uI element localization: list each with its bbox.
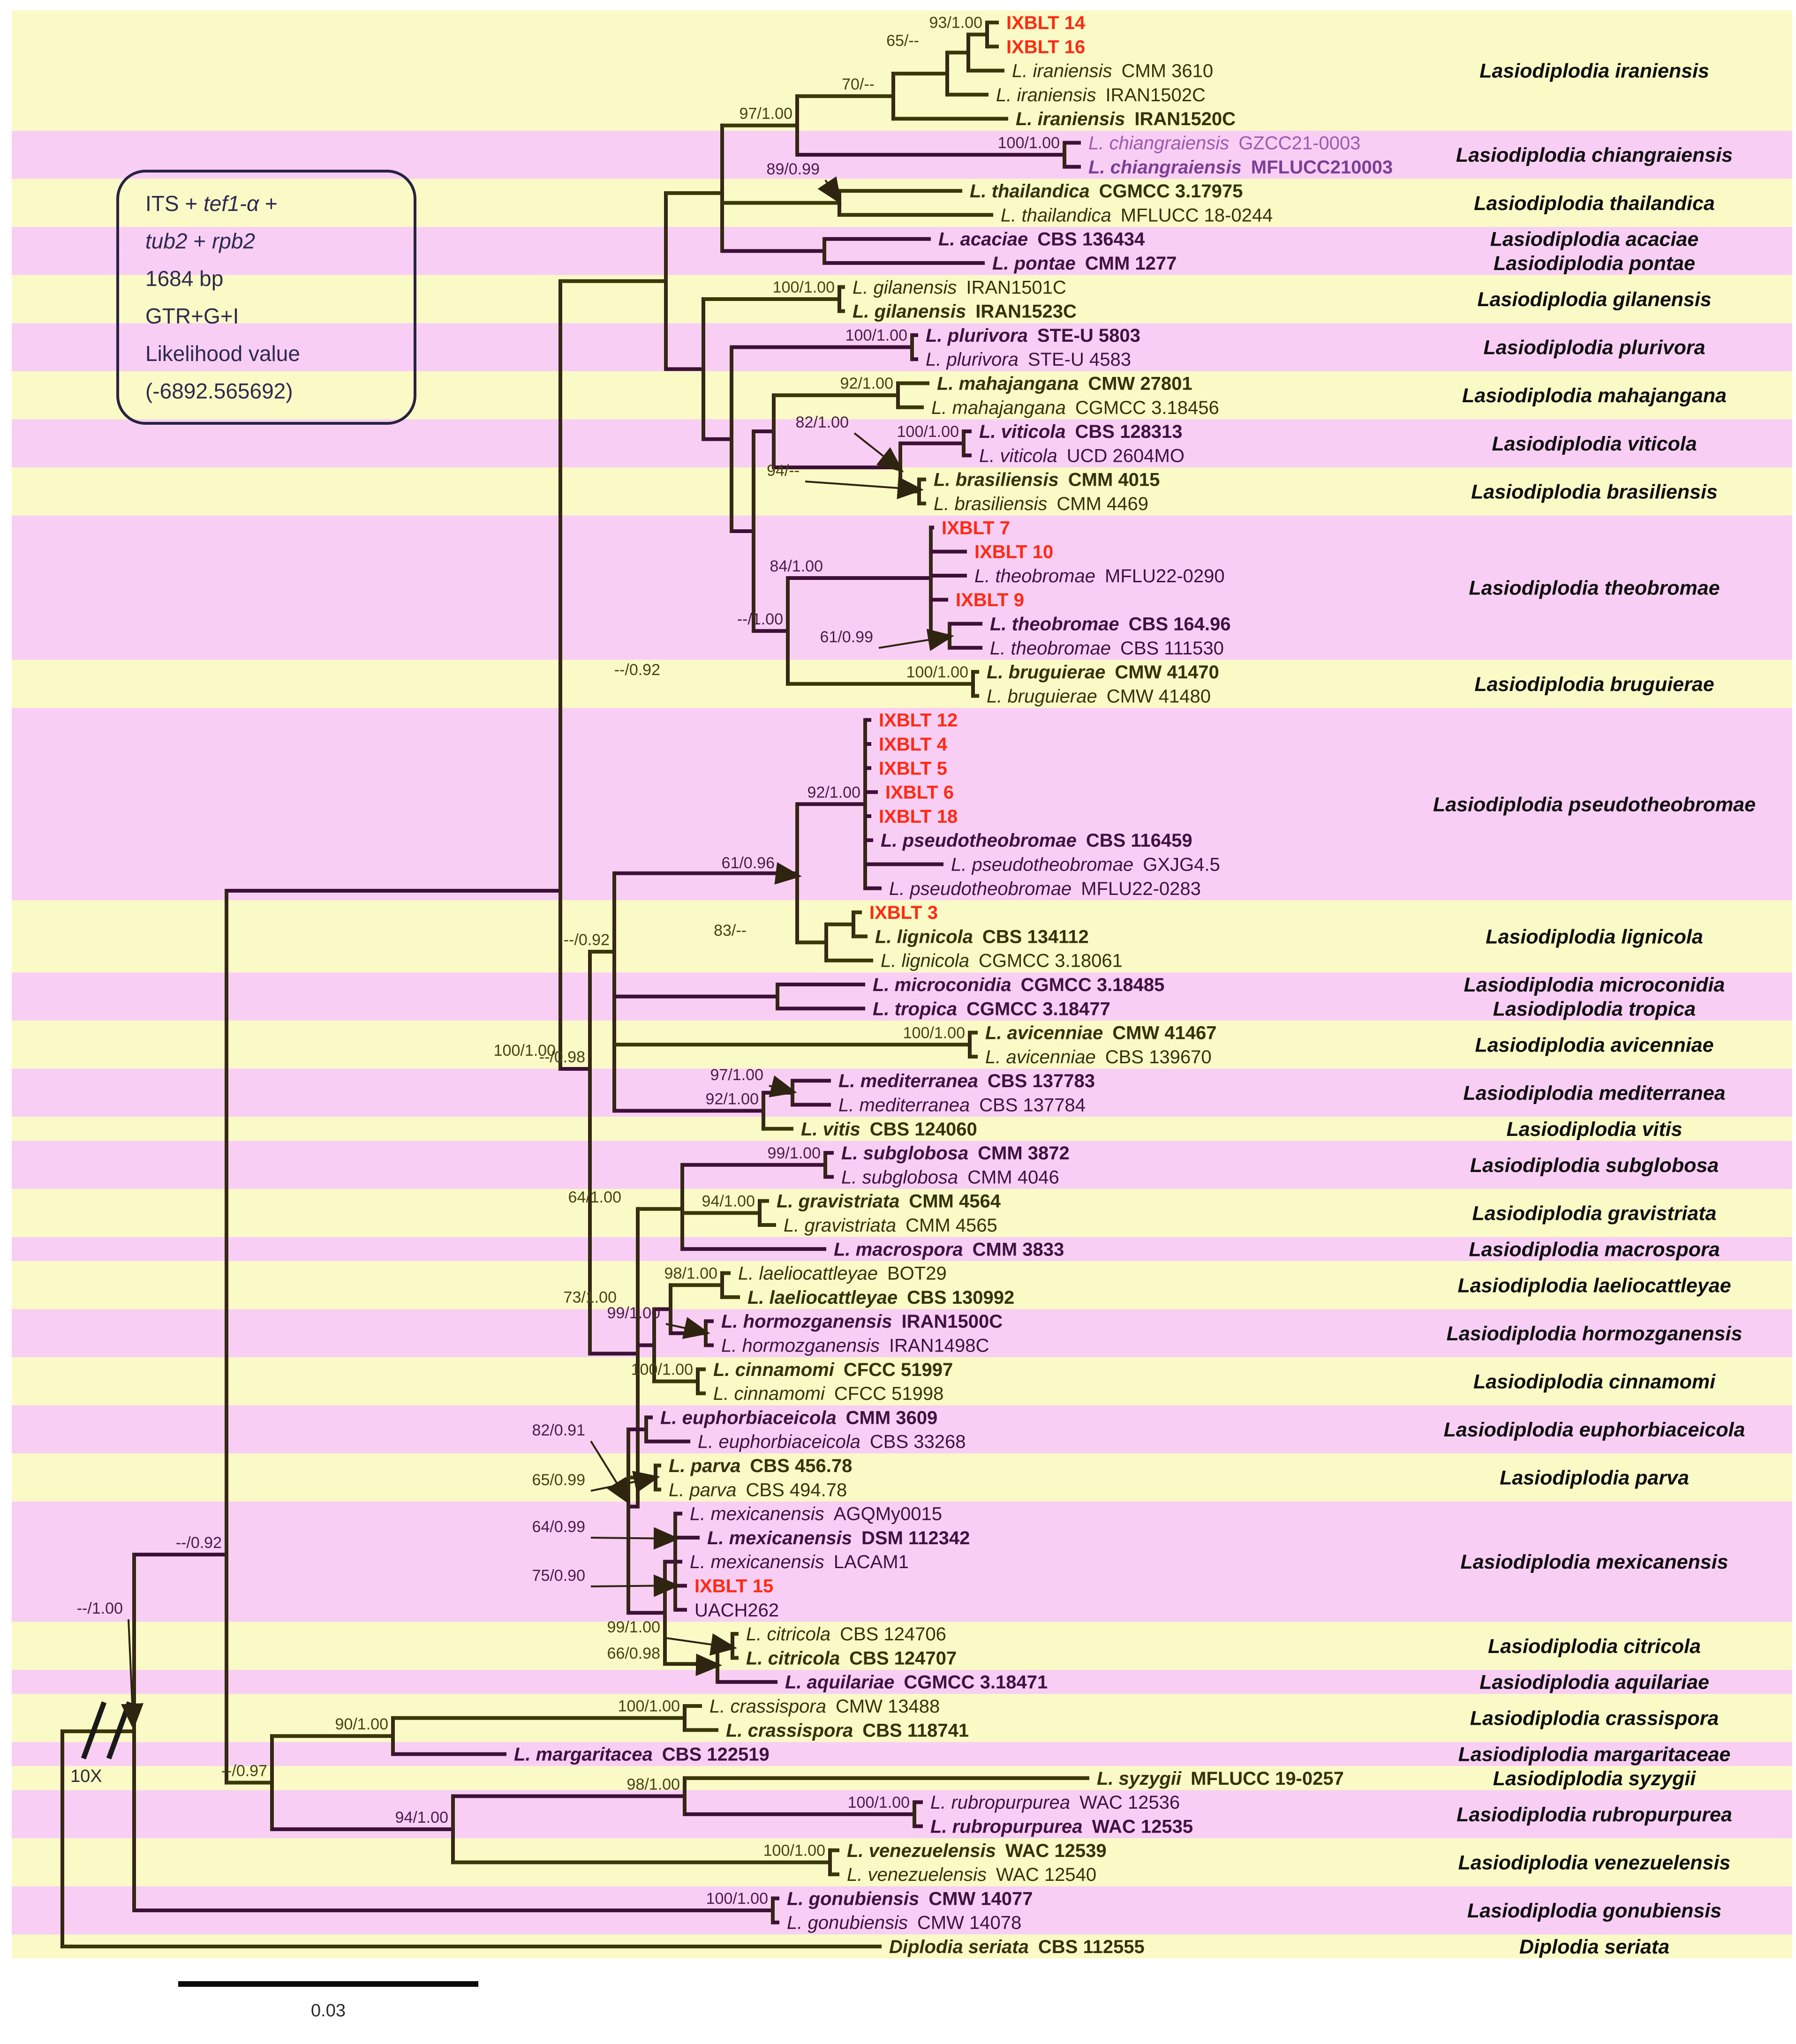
scale-bar-label: 0.03	[311, 2001, 346, 2021]
leaf-label: L. mahajangana CMW 27801	[937, 373, 1192, 394]
species-name-label: Lasiodiplodia margaritaceae	[1458, 1743, 1731, 1766]
support-value: 61/0.99	[820, 628, 873, 646]
leaf-label: L. thailandica CGMCC 3.17975	[970, 181, 1243, 202]
support-value: 70/--	[842, 75, 875, 94]
support-value: 65/--	[886, 32, 919, 50]
leaf-label: L. margaritacea CBS 122519	[514, 1744, 770, 1765]
support-value: 100/1.00	[997, 134, 1060, 152]
species-name-label: Lasiodiplodia plurivora	[1483, 336, 1705, 359]
support-value: 100/1.00	[906, 663, 968, 681]
leaf-label: L. thailandica MFLUCC 18-0244	[1001, 205, 1273, 226]
support-value: 100/1.00	[763, 1841, 825, 1860]
leaf-label: L. pontae CMM 1277	[992, 253, 1177, 274]
leaf-label: L. subglobosa CMM 3872	[841, 1143, 1070, 1164]
leaf-label: L. avicenniae CBS 139670	[985, 1046, 1212, 1067]
species-name-label: Lasiodiplodia mexicanensis	[1460, 1551, 1728, 1574]
leaf-label: L. brasiliensis CMM 4015	[934, 469, 1160, 490]
leaf-label: UACH262	[694, 1600, 779, 1621]
support-value: --/0.97	[221, 1762, 267, 1780]
support-value: 100/1.00	[772, 278, 835, 296]
species-name-label: Lasiodiplodia gilanensis	[1477, 288, 1712, 311]
branch-scale-marker: 10X	[70, 1766, 102, 1786]
leaf-label: L. rubropurpurea WAC 12535	[930, 1816, 1193, 1837]
leaf-label: L. hormozganensis IRAN1500C	[721, 1311, 1003, 1332]
leaf-label: L. parva CBS 494.78	[669, 1480, 847, 1501]
support-value: 94/1.00	[395, 1808, 448, 1826]
support-value: 82/0.91	[532, 1421, 585, 1439]
species-name-label: Lasiodiplodia thailandica	[1474, 192, 1715, 215]
support-value: 92/1.00	[807, 783, 860, 802]
leaf-label: L. bruguierae CMW 41470	[987, 662, 1219, 683]
species-name-label: Lasiodiplodia aquilariae	[1479, 1671, 1709, 1694]
species-name-label: Lasiodiplodia euphorbiaceicola	[1443, 1419, 1745, 1441]
leaf-label: IXBLT 3	[869, 902, 938, 924]
support-value: 93/1.00	[929, 14, 982, 32]
species-name-label: Lasiodiplodia acaciae	[1490, 228, 1699, 251]
leaf-label: L. laeliocattleyae BOT29	[738, 1263, 947, 1284]
leaf-label: L. euphorbiaceicola CBS 33268	[698, 1431, 966, 1452]
species-name-label: Lasiodiplodia hormozganensis	[1446, 1322, 1743, 1345]
species-name-label: Lasiodiplodia pontae	[1493, 252, 1696, 275]
support-value: 100/1.00	[618, 1697, 680, 1715]
support-value: 98/1.00	[626, 1775, 680, 1794]
leaf-label: L. theobromae CBS 111530	[990, 638, 1224, 659]
leaf-label: IXBLT 15	[694, 1576, 774, 1597]
support-value: 83/--	[714, 922, 747, 940]
leaf-label: L. viticola UCD 2604MO	[979, 445, 1185, 466]
scale-bar	[178, 1981, 478, 1987]
species-name-label: Lasiodiplodia macrospora	[1469, 1238, 1720, 1261]
leaf-label: L. syzygii MFLUCC 19-0257	[1097, 1768, 1344, 1789]
support-value: 100/1.00	[631, 1360, 693, 1379]
support-value: 73/1.00	[563, 1288, 617, 1307]
species-name-label: Lasiodiplodia citricola	[1488, 1635, 1701, 1658]
species-name-label: Lasiodiplodia lignicola	[1486, 925, 1703, 948]
leaf-label: L. venezuelensis WAC 12540	[847, 1864, 1097, 1886]
species-name-label: Lasiodiplodia chiangraiensis	[1456, 144, 1733, 167]
species-name-label: Lasiodiplodia avicenniae	[1475, 1034, 1714, 1057]
leaf-label: L. gravistriata CMM 4565	[784, 1215, 997, 1236]
support-value: --/0.92	[614, 661, 660, 679]
leaf-label: IXBLT 14	[1006, 13, 1086, 33]
leaf-label: IXBLT 16	[1006, 37, 1086, 58]
leaf-label: L. mexicanensis AGQMy0015	[690, 1503, 943, 1525]
support-value: 66/0.98	[607, 1645, 660, 1662]
leaf-label: L. gonubiensis CMW 14077	[787, 1888, 1033, 1909]
leaf-label: L. citricola CBS 124707	[746, 1648, 957, 1669]
species-name-label: Lasiodiplodia venezuelensis	[1458, 1851, 1731, 1874]
leaf-label: L. pseudotheobromae CBS 116459	[881, 830, 1192, 851]
leaf-label: L. euphorbiaceicola CMM 3609	[660, 1407, 938, 1428]
support-value: 98/1.00	[664, 1264, 717, 1283]
info-box-line: (-6892.565692)	[145, 379, 293, 404]
leaf-label: L. mexicanensis LACAM1	[690, 1552, 909, 1573]
species-name-label: Lasiodiplodia microconidia	[1464, 974, 1725, 996]
support-value: --/1.00	[737, 610, 783, 628]
species-name-label: Lasiodiplodia tropica	[1493, 998, 1696, 1021]
species-name-label: Lasiodiplodia brasiliensis	[1471, 481, 1718, 503]
leaf-label: L. mediterranea CBS 137783	[838, 1071, 1095, 1092]
leaf-label: L. gravistriata CMM 4564	[777, 1191, 1001, 1212]
support-value: 65/0.99	[532, 1471, 585, 1489]
leaf-label: L. cinnamomi CFCC 51998	[713, 1383, 944, 1405]
support-value: 99/1.00	[607, 1618, 660, 1636]
support-value: --/1.00	[76, 1600, 123, 1617]
leaf-label: L. aquilariae CGMCC 3.18471	[785, 1672, 1048, 1693]
leaf-label: L. gonubiensis CMW 14078	[787, 1912, 1022, 1933]
leaf-label: L. mexicanensis DSM 112342	[707, 1527, 970, 1548]
leaf-label: L. acaciae CBS 136434	[938, 229, 1145, 250]
species-name-label: Lasiodiplodia mediterranea	[1463, 1082, 1726, 1105]
species-name-label: Lasiodiplodia crassispora	[1470, 1707, 1719, 1730]
leaf-label: L. viticola CBS 128313	[979, 421, 1183, 443]
leaf-label: L. mediterranea CBS 137784	[838, 1095, 1086, 1116]
leaf-label: L. chiangraiensis MFLUCC210003	[1088, 157, 1393, 178]
leaf-label: L. lignicola CBS 134112	[875, 926, 1089, 947]
leaf-label: L. iraniensis IRAN1520C	[1016, 109, 1236, 130]
species-name-label: Lasiodiplodia syzygii	[1493, 1767, 1696, 1790]
leaf-label: IXBLT 5	[879, 758, 947, 779]
support-value: 100/1.00	[706, 1890, 768, 1908]
leaf-label: L. bruguierae CMW 41480	[987, 686, 1211, 707]
species-name-label: Lasiodiplodia gonubiensis	[1467, 1900, 1722, 1922]
leaf-label: L. lignicola CGMCC 3.18061	[881, 950, 1123, 971]
species-name-label: Lasiodiplodia gravistriata	[1472, 1202, 1717, 1225]
leaf-label: L. rubropurpurea WAC 12536	[930, 1792, 1180, 1813]
support-value: --/0.92	[563, 931, 610, 949]
leaf-label: IXBLT 6	[885, 782, 954, 803]
species-name-label: Lasiodiplodia rubropurpurea	[1456, 1803, 1732, 1826]
support-value: 100/1.00	[493, 1042, 556, 1060]
leaf-label: L. brasiliensis CMM 4469	[934, 494, 1148, 514]
leaf-label: L. pseudotheobromae GXJG4.5	[951, 854, 1220, 875]
leaf-label: L. plurivora STE-U 5803	[926, 325, 1140, 346]
species-name-label: Lasiodiplodia mahajangana	[1462, 384, 1727, 407]
leaf-label: L. theobromae MFLU22-0290	[974, 565, 1225, 586]
leaf-label: L. citricola CBS 124706	[746, 1624, 946, 1645]
leaf-label: L. subglobosa CMM 4046	[841, 1167, 1059, 1188]
info-box-line: ITS + tef1-α +	[145, 191, 278, 216]
leaf-label: L. gilanensis IRAN1523C	[853, 301, 1077, 322]
support-value: --/0.92	[175, 1534, 222, 1552]
leaf-label: IXBLT 10	[974, 541, 1054, 563]
analysis-info-box	[116, 170, 416, 425]
species-name-label: Lasiodiplodia vitis	[1506, 1118, 1683, 1141]
leaf-label: L. macrospora CMM 3833	[834, 1239, 1064, 1260]
species-name-label: Lasiodiplodia cinnamomi	[1473, 1370, 1716, 1393]
species-name-label: Lasiodiplodia viticola	[1492, 432, 1697, 455]
species-name-label: Lasiodiplodia parva	[1500, 1466, 1689, 1489]
leaf-label: L. chiangraiensis GZCC21-0003	[1088, 133, 1361, 154]
leaf-label: L. vitis CBS 124060	[801, 1119, 977, 1140]
support-value: 89/0.99	[766, 160, 820, 178]
info-box-line: GTR+G+I	[145, 304, 239, 329]
support-value: 97/1.00	[739, 105, 792, 123]
support-arrow	[591, 1538, 674, 1539]
leaf-label: L. theobromae CBS 164.96	[990, 614, 1231, 635]
species-name-label: Lasiodiplodia subglobosa	[1470, 1154, 1719, 1177]
support-value: 82/1.00	[795, 413, 849, 431]
species-name-label: Lasiodiplodia theobromae	[1469, 577, 1720, 600]
leaf-label: L. laeliocattleyae CBS 130992	[747, 1287, 1015, 1308]
support-value: 100/1.00	[845, 326, 907, 345]
leaf-label: Diplodia seriata CBS 112555	[889, 1937, 1145, 1957]
support-value: 99/1.00	[767, 1144, 821, 1162]
leaf-label: L. parva CBS 456.78	[669, 1456, 853, 1476]
support-value: 100/1.00	[903, 1024, 965, 1042]
leaf-label: L. gilanensis IRAN1501C	[853, 277, 1066, 298]
species-name-label: Lasiodiplodia pseudotheobromae	[1433, 793, 1756, 816]
leaf-label: L. venezuelensis WAC 12539	[847, 1840, 1107, 1861]
leaf-label: L. microconidia CGMCC 3.18485	[873, 975, 1165, 995]
support-value: 100/1.00	[847, 1793, 910, 1811]
leaf-label: L. pseudotheobromae MFLU22-0283	[889, 878, 1201, 899]
leaf-label: L. mahajangana CGMCC 3.18456	[931, 397, 1219, 418]
leaf-label: L. hormozganensis IRAN1498C	[721, 1335, 989, 1356]
support-value: 64/1.00	[568, 1188, 621, 1206]
leaf-label: L. tropica CGMCC 3.18477	[873, 999, 1110, 1020]
species-name-label: Lasiodiplodia laeliocattleyae	[1457, 1274, 1731, 1297]
support-value: 90/1.00	[335, 1715, 388, 1734]
leaf-label: L. crassispora CBS 118741	[726, 1720, 969, 1741]
leaf-label: IXBLT 4	[879, 734, 947, 755]
support-value: 64/0.99	[532, 1518, 585, 1536]
leaf-label: L. crassispora CMW 13488	[709, 1696, 940, 1717]
support-value: 61/0.96	[721, 854, 775, 872]
leaf-label: IXBLT 18	[879, 806, 958, 827]
support-value: 75/0.90	[532, 1567, 585, 1585]
leaf-label: IXBLT 12	[879, 710, 958, 731]
support-value: 92/1.00	[840, 375, 893, 393]
leaf-label: IXBLT 9	[956, 590, 1024, 611]
support-value: 94/1.00	[702, 1192, 755, 1210]
support-value: 100/1.00	[897, 422, 959, 441]
info-box-line: tub2 + rpb2	[145, 229, 256, 254]
support-value: 84/1.00	[770, 557, 823, 576]
species-name-label: Lasiodiplodia bruguierae	[1474, 673, 1714, 696]
support-value: 94/--	[767, 462, 800, 480]
info-box-line: Likelihood value	[145, 341, 300, 366]
support-value: 99/1.00	[607, 1304, 660, 1322]
species-name-label: Diplodia seriata	[1519, 1936, 1670, 1958]
leaf-label: L. avicenniae CMW 41467	[985, 1022, 1217, 1044]
leaf-label: IXBLT 7	[942, 518, 1010, 539]
leaf-label: L. cinnamomi CFCC 51997	[713, 1359, 953, 1380]
leaf-label: L. plurivora STE-U 4583	[926, 349, 1131, 370]
leaf-label: L. iraniensis IRAN1502C	[996, 84, 1206, 105]
leaf-label: L. iraniensis CMM 3610	[1012, 60, 1214, 82]
support-value: 92/1.00	[705, 1090, 759, 1108]
support-value: --/0.98	[539, 1048, 585, 1066]
support-arrow	[666, 1664, 717, 1665]
species-name-label: Lasiodiplodia iraniensis	[1479, 60, 1709, 83]
info-box-line: 1684 bp	[145, 266, 224, 291]
support-value: 97/1.00	[710, 1066, 763, 1084]
